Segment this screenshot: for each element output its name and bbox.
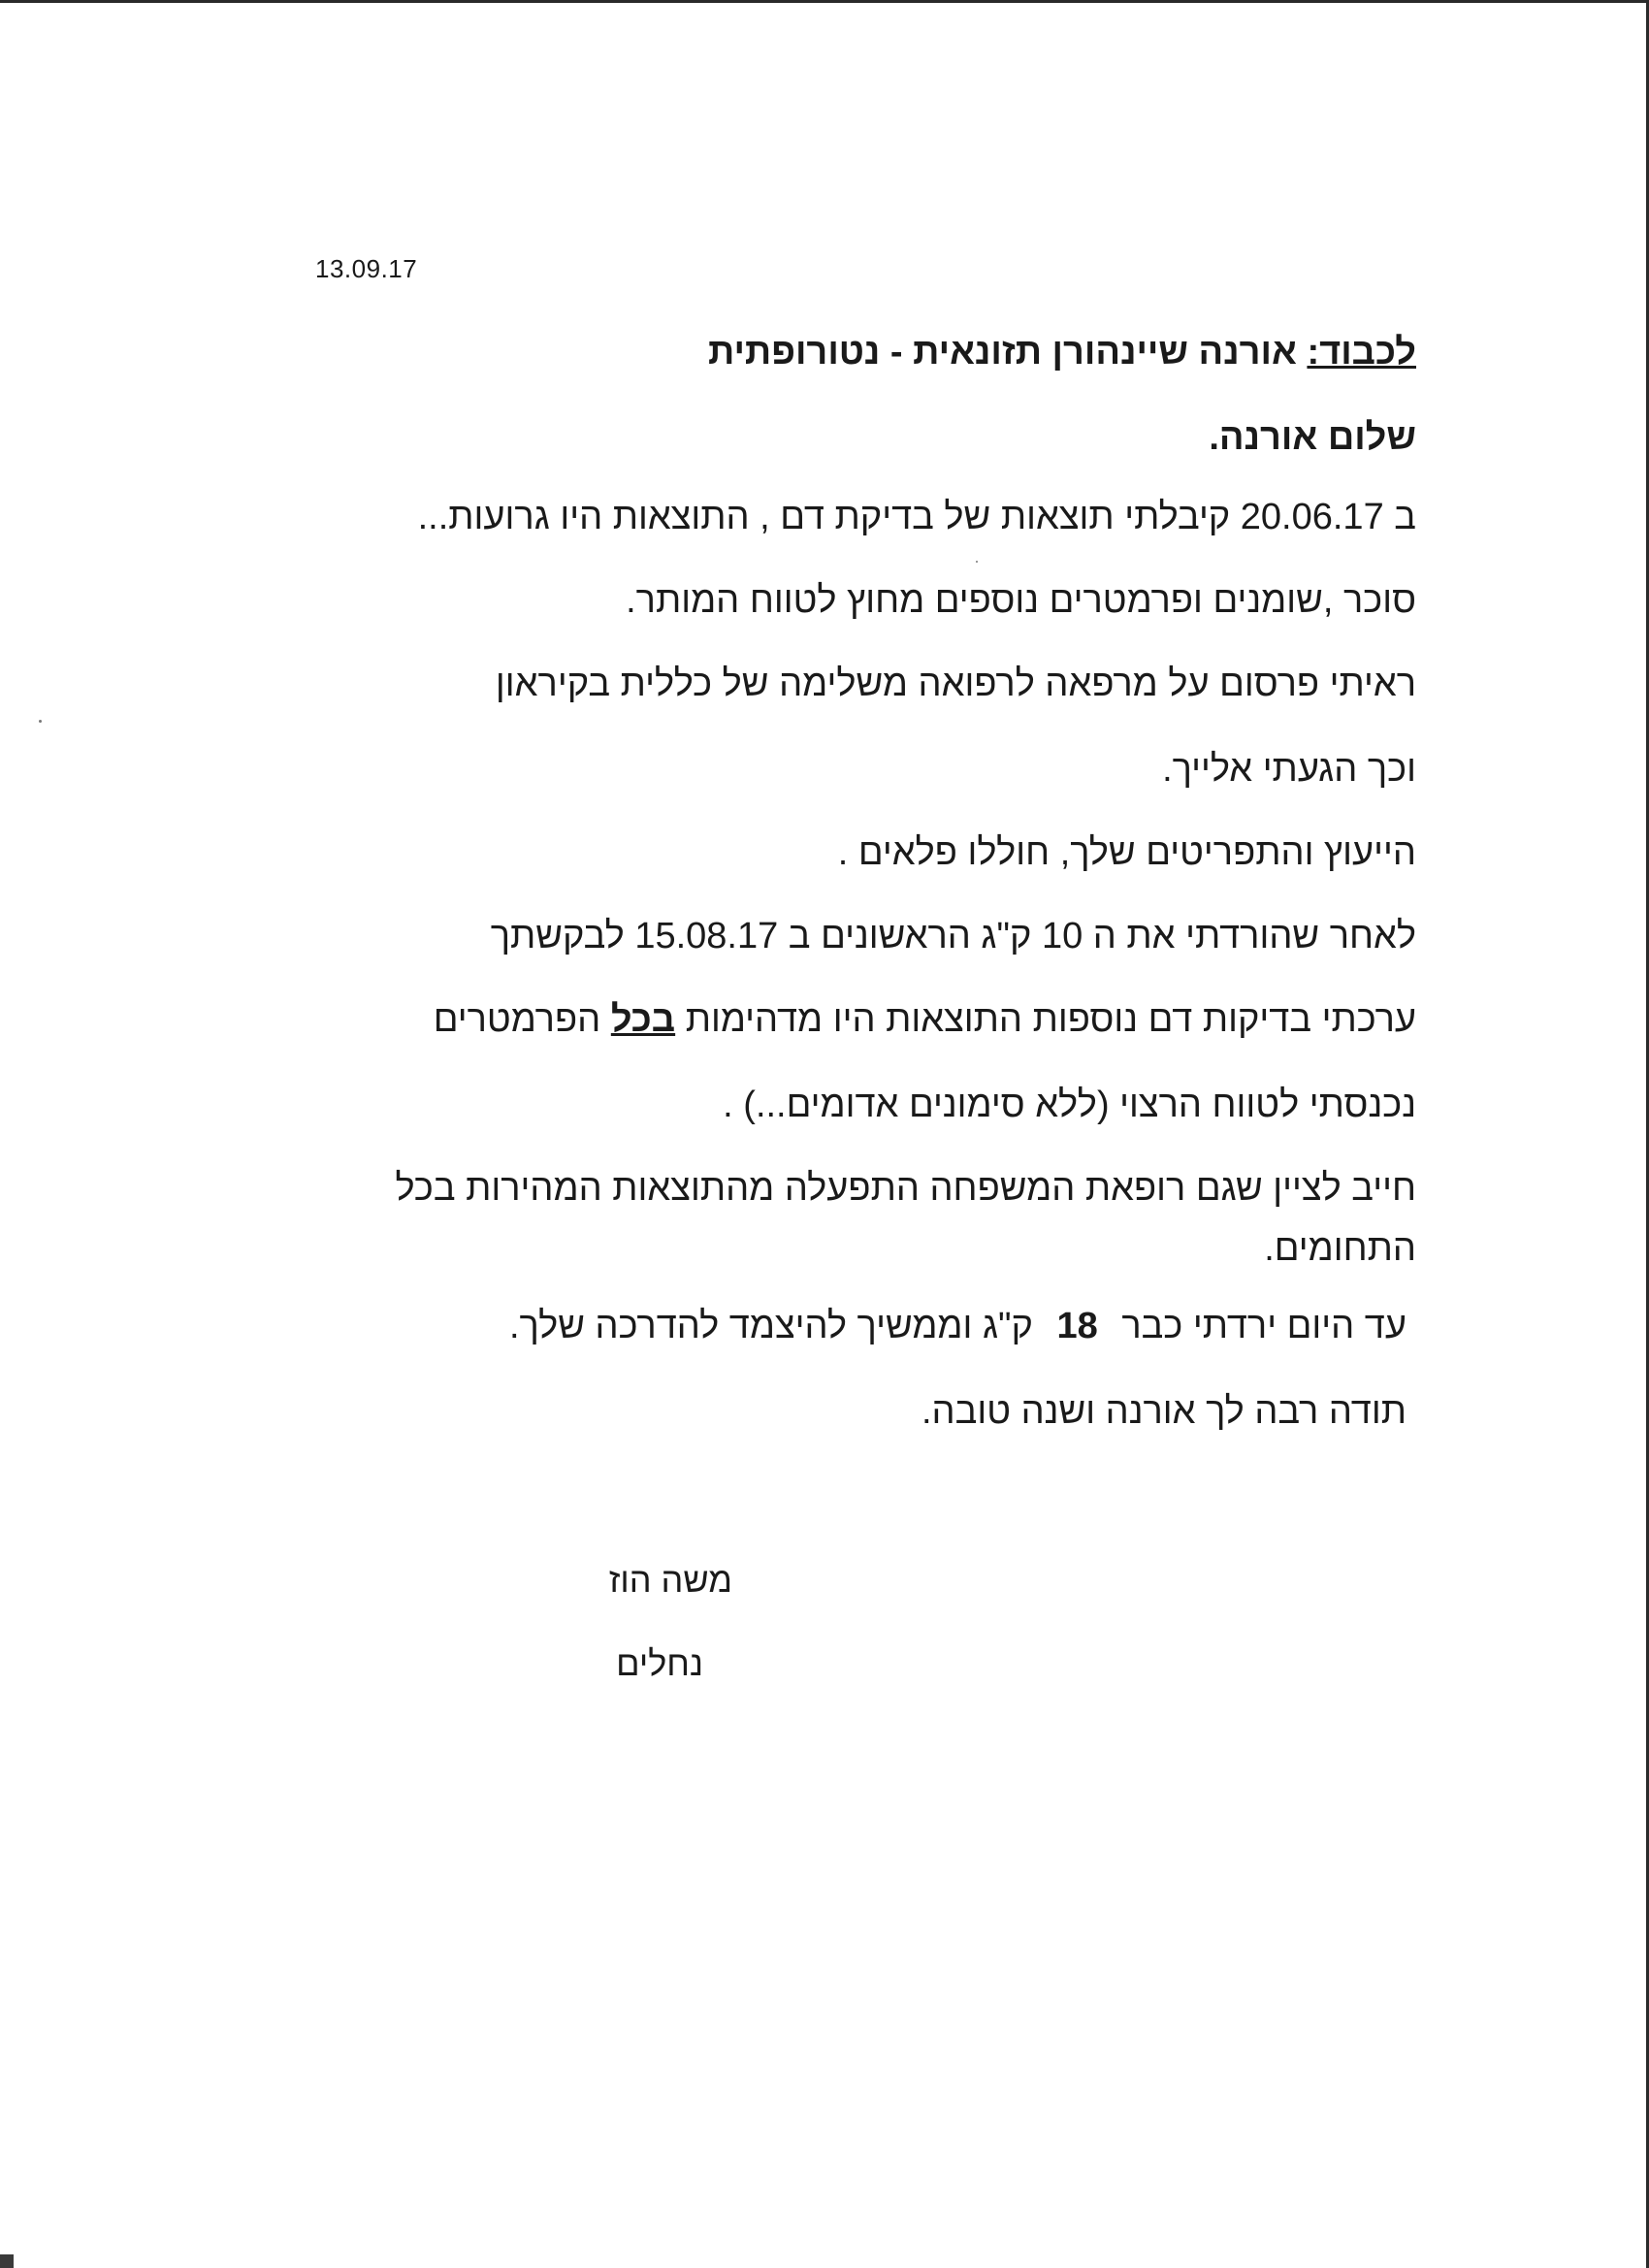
letter-line-11 [509, 1306, 1406, 1347]
letter-line-2: סוכר ,שומנים ופרמטרים נוספים מחוץ לטווח המותר. [626, 580, 1416, 621]
letter-line-11-end: ק"ג וממשיך להיצמד להדרכה שלך. [509, 1306, 1044, 1346]
weight-loss-number: 18 [1056, 1306, 1098, 1346]
scan-border-top [0, 0, 1649, 3]
emphasis-word: בכל [610, 999, 676, 1040]
letter-line-7-start: ערכתי בדיקות דם נוספות התוצאות היו מדהימות [675, 999, 1416, 1040]
recipient-name: אורנה שיינהורן תזונאית - נטורופתית [707, 332, 1308, 373]
letter-line-1: ב 20.06.17 קיבלתי תוצאות של בדיקת דם , התוצאות היו גרועות... [417, 497, 1416, 537]
letter-line-12: תודה רבה לך אורנה ושנה טובה. [921, 1391, 1406, 1432]
scan-corner-mark [0, 2254, 14, 2268]
scan-speck [976, 561, 978, 563]
greeting: שלום אורנה. [1209, 417, 1416, 458]
recipient-prefix: לכבוד: [1307, 332, 1416, 373]
letter-line-4: וכך הגעתי אלייך. [1162, 749, 1416, 790]
letter-line-3: ראיתי פרסום על מרפאה לרפואה משלימה של כללית בקיראון [495, 664, 1416, 704]
letter-line-9: חייב לציין שגם רופאת המשפחה התפעלה מהתוצאות המהירות בכל [395, 1168, 1416, 1209]
letter-date: 13.09.17 [315, 254, 418, 283]
recipient-line [708, 332, 1416, 373]
letter-line-7 [434, 999, 1416, 1041]
letter-line-10: התחומים. [1264, 1228, 1416, 1269]
signature-name: משה הוז [608, 1560, 732, 1600]
letter-line-8: נכנסתי לטווח הרצוי (ללא סימונים אדומים...) . [723, 1085, 1416, 1125]
letter-line-6: לאחר שהורדתי את ה 10 ק"ג הראשונים ב 15.08.17 לבקשתך [490, 916, 1416, 956]
signature-place: נחלים [616, 1643, 703, 1683]
scan-speck [39, 720, 42, 723]
letter-line-11-start: עד היום ירדתי כבר [1111, 1306, 1406, 1346]
letter-line-7-end: הפרמטרים [433, 999, 611, 1040]
letter-line-5: הייעוץ והתפריטים שלך, חוללו פלאים . [837, 832, 1416, 873]
